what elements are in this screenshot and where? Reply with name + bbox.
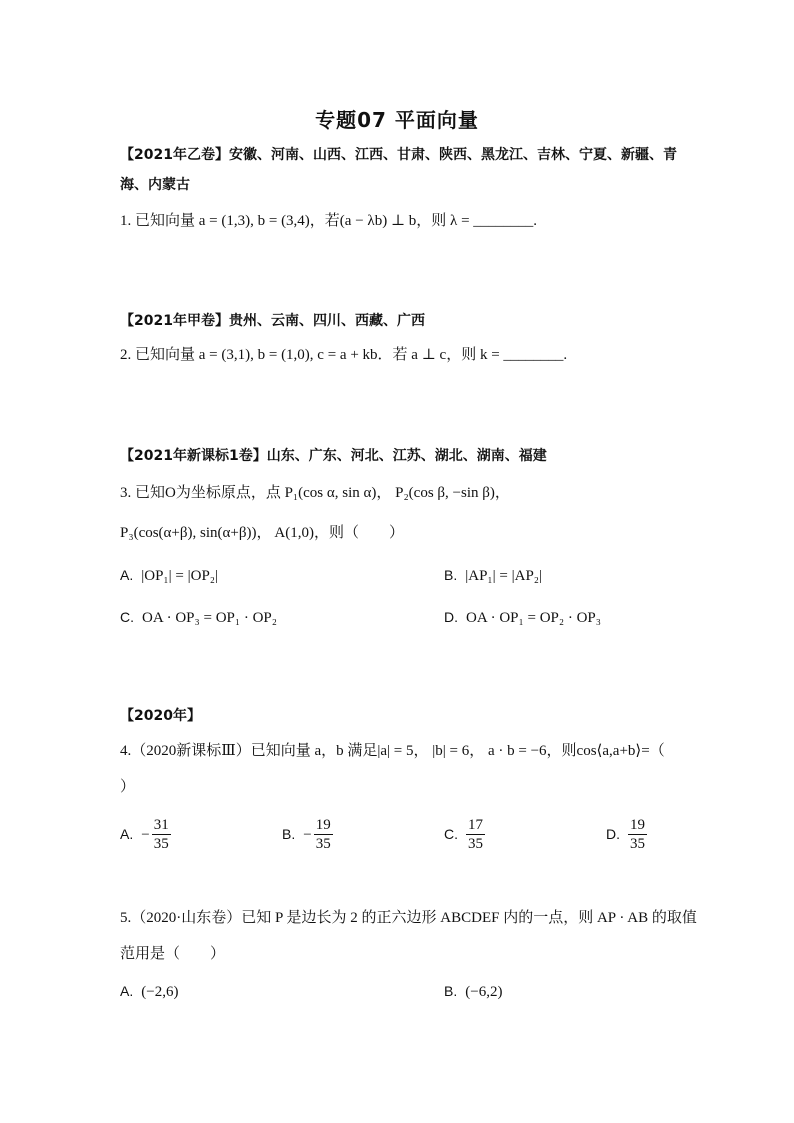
question-4-option-b — [282, 816, 333, 853]
fraction-numerator: 19 — [630, 817, 645, 833]
question-4-option-c — [444, 816, 485, 853]
option-label: B. — [444, 567, 458, 583]
option-text: (−2,6) — [141, 984, 179, 1000]
option-sign: − — [303, 826, 312, 843]
question-5-text-2: 范用是（ ） — [120, 946, 226, 962]
option-label: B. — [282, 825, 296, 842]
fraction-denominator: 35 — [630, 836, 645, 852]
question-4-line-1 — [120, 740, 690, 762]
option-text: |AP₁| = |AP₂| — [465, 568, 543, 584]
option-fraction — [466, 816, 485, 853]
option-text: (−6,2) — [465, 984, 503, 1000]
section-header-2021-xinkebiao: 【2021年新课标1卷】山东、广东、河北、江苏、湖北、湖南、福建 — [120, 448, 547, 464]
option-label: C. — [120, 609, 134, 625]
option-fraction — [628, 816, 647, 853]
fraction-denominator: 35 — [468, 836, 483, 852]
section-header-2021-yi-cont: 海、内蒙古 — [120, 177, 190, 193]
option-label: B. — [444, 983, 458, 999]
fraction-denominator: 35 — [315, 836, 331, 852]
fraction-numerator: 31 — [153, 817, 169, 833]
fraction-numerator: 17 — [468, 817, 483, 833]
option-text: OA · OP₁ = OP₂ · OP₃ — [466, 610, 601, 626]
question-3-line-2 — [120, 522, 690, 544]
section-header-2021-jia: 【2021年甲卷】贵州、云南、四川、西藏、广西 — [120, 313, 425, 329]
question-4-option-a — [120, 816, 171, 853]
question-3-option-b — [444, 564, 542, 587]
section-header-2021-yi: 【2021年乙卷】安徽、河南、山西、江西、甘肃、陕西、黑龙江、吉林、宁夏、新疆、青 — [120, 147, 677, 163]
option-label: A. — [120, 983, 134, 999]
option-label: D. — [606, 825, 620, 842]
option-fraction — [152, 816, 171, 853]
option-label: D. — [444, 609, 458, 625]
question-3-text-2: P₃(cos(α+β), sin(α+β))， A(1,0)，则（ ） — [120, 525, 404, 541]
question-3-line-1 — [120, 482, 690, 504]
question-5-option-b — [444, 980, 502, 1003]
page-title: 专题07 平面向量 — [315, 108, 479, 132]
section-header-2020: 【2020年】 — [120, 708, 201, 724]
option-label: A. — [120, 567, 134, 583]
question-3-option-c — [120, 606, 277, 629]
option-fraction — [314, 816, 333, 853]
option-label: A. — [120, 825, 134, 842]
question-3-option-a — [120, 564, 218, 587]
question-5-text-1: 5.（2020·山东卷）已知 P 是边长为 2 的正六边形 ABCDEF 内的一点，则 AP · AB 的取值 — [120, 910, 697, 926]
question-5-line-2 — [120, 943, 690, 965]
question-2 — [120, 344, 690, 366]
option-label: C. — [444, 825, 458, 842]
question-5-line-1 — [120, 907, 697, 929]
question-1-text: 1. 已知向量 a = (1,3), b = (3,4)，若(a − λb) ⊥ b，则 λ = ________. — [120, 213, 538, 229]
question-4-option-d — [606, 816, 647, 853]
question-3-option-d — [444, 606, 601, 629]
fraction-numerator: 19 — [315, 817, 331, 833]
question-5-option-a — [120, 980, 178, 1003]
question-2-text: 2. 已知向量 a = (3,1), b = (1,0), c = a + kb．若 a ⊥ c，则 k = ________. — [120, 347, 568, 363]
option-text: |OP₁| = |OP₂| — [141, 568, 219, 584]
question-1 — [120, 210, 690, 232]
question-4-line-2 — [120, 776, 690, 798]
question-3-text-1: 3. 已知O为坐标原点，点 P₁(cos α, sin α)， P₂(cos β, −sin β)， — [120, 485, 510, 501]
question-4-text-2: ） — [120, 779, 136, 795]
fraction-denominator: 35 — [153, 836, 169, 852]
option-sign: − — [141, 826, 150, 843]
option-text: OA · OP₃ = OP₁ · OP₂ — [142, 610, 277, 626]
question-4-text-1: 4.（2020新课标Ⅲ）已知向量 a，b 满足|a| = 5， |b| = 6， a · b = −6，则cos⟨a,a+b⟩=（ — [120, 743, 665, 759]
